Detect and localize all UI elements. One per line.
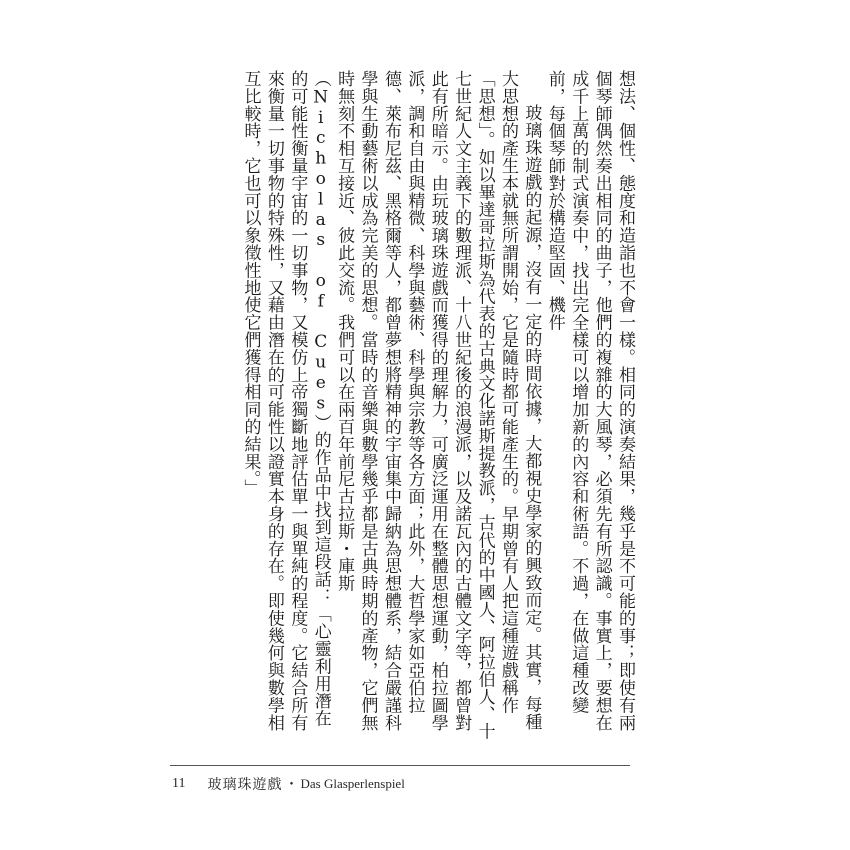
footer-rule bbox=[170, 765, 630, 766]
body-text bbox=[168, 70, 636, 742]
page-footer bbox=[172, 772, 405, 796]
book-subtitle: Das Glasperlenspiel bbox=[300, 776, 405, 791]
book-title: 玻璃珠遊戲 bbox=[207, 777, 283, 793]
paragraph-origins: 玻璃珠遊戲的起源，沒有一定的時間依據，大都視史學家的興致而定。其實，每種大思想的產生本就無所謂開始，它是隨時都可能產生的。早期曾有人把這種遊戲稱作「思想」。如以畢達哥拉斯為代表的古典文化諾斯提教派，古代的中國人、阿拉伯人、十七世紀人文主義下的數理派、十八世紀後的浪漫派，以及諾瓦內的古體文字等，都曾對此有所暗示。由玩玻璃珠遊戲而獲得的理解力，可廣泛運用在整體思想運動，柏拉圖學派，調和自由與精微、科學與藝術、科學與宗教等各方面；此外，大哲學家如亞伯拉德、萊布尼茲、黑格爾等人，都曾夢想將精神的宇宙集中歸納為思想體系，結合嚴謹科學與生動藝術以成為完美的思想。當時的音樂與數學幾乎都是古典時期的產物，它們無時無刻不相互接近、彼此交流。我們可以在兩百年前尼古拉斯・庫斯（Nicholas of Cues）的作品中找到這段話：「心靈利用潛在的可能性衡量宇宙的一切事物，又模仿上帝獨斷地評估單一與單純的程度。它結合所有來衡量一切事物的特殊性，又藉由潛在的可能性以證實本身的存在。即使幾何與數學相互比較時，它也可以象徵性地使它們獲得相同的結果。」 bbox=[240, 70, 542, 741]
title-separator: ・ bbox=[284, 777, 299, 793]
paragraph-continuation: 想法、個性、態度和造詣也不會一樣。相同的演奏結果，幾乎是不可能的事；即使有兩個琴師偶然奏出相同的曲子，他們的複雜的大風琴，必須先有所認識。事實上，要想在成千上萬的制式演奏中，找出完全樣可以增加新的內容和術語。不過，在做這種改變前，每個琴師對於構造堅固、機件 bbox=[544, 70, 635, 732]
page-number: 11 bbox=[172, 776, 186, 791]
